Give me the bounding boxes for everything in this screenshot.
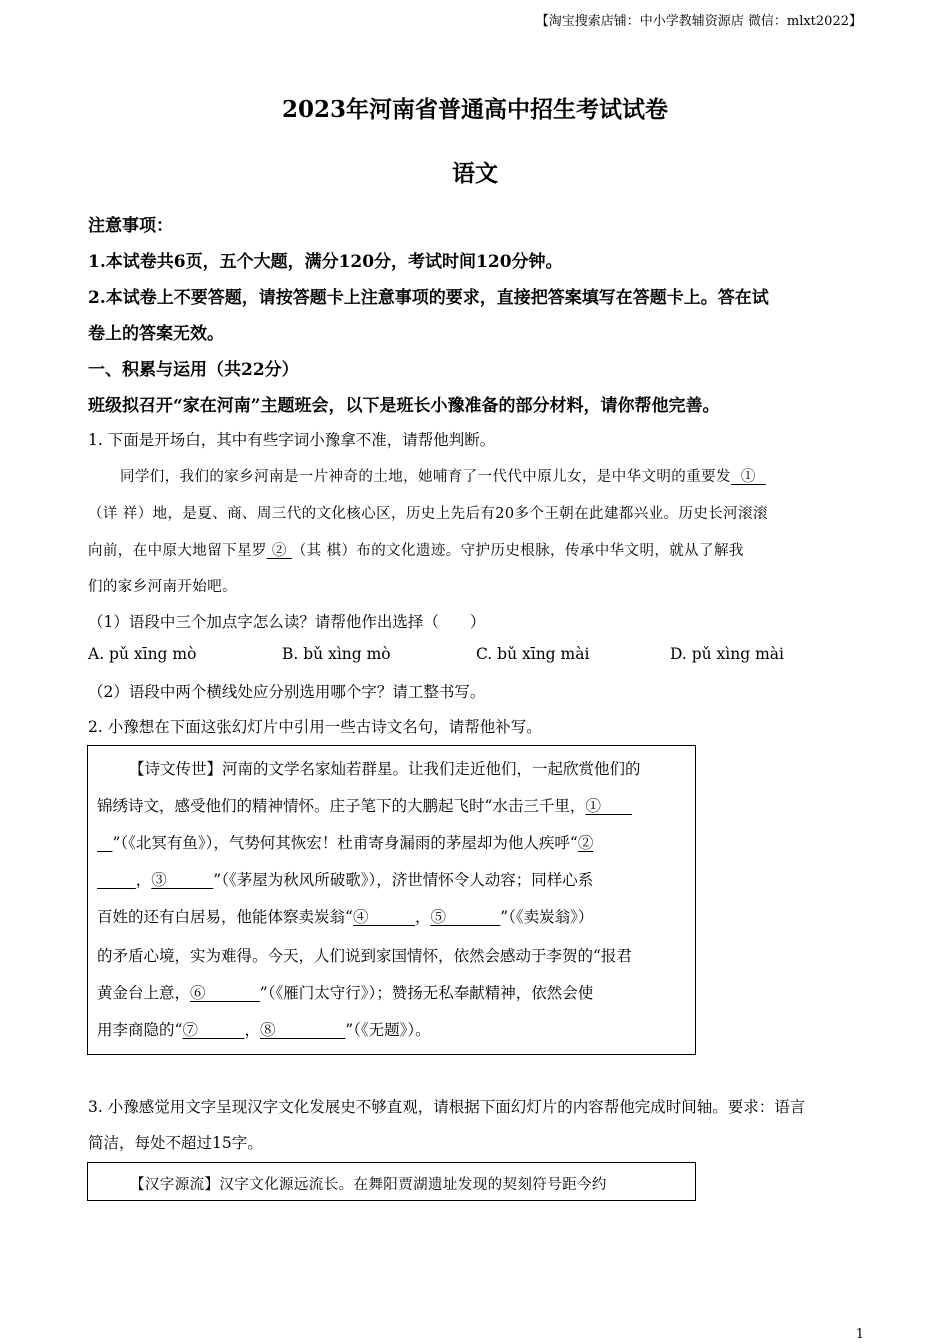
q2-blank-2: ② (577, 834, 594, 852)
q3-stem: 3. 小豫感觉用文字呈现汉字文化发展史不够直观，请根据下面幻灯片的内容帮他完成时间轴。要求：语言 (88, 1098, 806, 1116)
exam-subject: 语文 (452, 160, 498, 187)
q1-option-a: A. pǔ xīng mò (88, 645, 197, 663)
q2-line-6: 的矛盾心境，实为难得。今天，人们说到家国情怀，依然会感动于李贺的“报君 (97, 947, 632, 965)
q2-text: ”（《茅屋为秋风所破歌》），济世情怀令人动容；同样心系 (213, 871, 594, 889)
notice-item-1: 1.本试卷共6页，五个大题，满分120分，考试时间120分钟。 (88, 252, 563, 272)
q2-blank-2-cont: _____ (97, 871, 136, 889)
q2-text: ”（《无题》）。 (345, 1021, 431, 1039)
exam-title: 2023年河南省普通高中招生考试试卷 (281, 96, 668, 123)
q1-blank-2: ② (266, 543, 292, 559)
header-shop-note: 【淘宝搜索店铺：中小学教辅资源店 微信：mlxt2022】 (535, 14, 862, 29)
q1-option-b: B. bǔ xìng mò (282, 645, 391, 663)
q2-line-5 (97, 905, 593, 927)
q1-text: （其 棋）布的文化遗迹。守护历史根脉，传承中华文明，就从了解我 (291, 543, 744, 559)
q1-blank-1: ① (730, 469, 766, 485)
q3-slide-text: 【汉字源流】汉字文化源远流长。在舞阳贾湖遗址发现的契刻符号距今约 (130, 1177, 607, 1193)
q1-paragraph-line2: （详 祥）地，是夏、商、周三代的文化核心区，历史上先后有20多个王朝在此建都兴业。历史长河滚滚 (88, 506, 768, 522)
q1-stem: 1. 下面是开场白，其中有些字词小豫拿不准，请帮他判断。 (88, 431, 496, 449)
q2-blank-8: ⑧_________ (259, 1021, 346, 1039)
q2-line-7 (97, 981, 593, 1003)
q1-paragraph-line4: 们的家乡河南开始吧。 (88, 579, 237, 595)
q2-blank-1-cont: __ (97, 834, 113, 852)
q2-blank-7: ⑦______ (182, 1021, 245, 1039)
q2-line-3 (97, 831, 593, 853)
section1-intro: 班级拟召开“家在河南”主题班会，以下是班长小豫准备的部分材料，请你帮他完善。 (88, 396, 720, 416)
q2-line-4 (97, 868, 593, 890)
q2-text: ， (244, 1021, 260, 1039)
q1-text: 同学们，我们的家乡河南是一片神奇的土地，她哺育了一代代中原儿女，是中华文明的重要发 (120, 469, 731, 485)
q1-sub2: （2）语段中两个横线处应分别选用哪个字？请工整书写。 (88, 683, 486, 701)
q2-line-2 (97, 794, 632, 816)
q1-paragraph-line3 (88, 539, 744, 560)
notice-heading: 注意事项： (88, 216, 173, 236)
q1-text: 向前，在中原大地留下星罗 (88, 543, 267, 559)
q2-stem: 2. 小豫想在下面这张幻灯片中引用一些古诗文名句，请帮他补写。 (88, 718, 542, 736)
q1-paragraph-line1 (120, 465, 766, 486)
q2-blank-3: ③______ (151, 871, 214, 889)
notice-item-2-cont: 卷上的答案无效。 (88, 324, 224, 344)
q2-blank-6: ⑥_______ (190, 984, 260, 1002)
q1-sub1: （1）语段中三个加点字怎么读？请帮他作出选择（ ） (88, 613, 486, 631)
q2-blank-1: ①____ (585, 797, 632, 815)
page-number: 1 (855, 1327, 864, 1342)
q1-option-c: C. bǔ xīng mài (476, 645, 590, 663)
q2-text: 锦绣诗文，感受他们的精神情怀。庄子笔下的大鹏起飞时“水击三千里， (97, 797, 586, 815)
q2-line-8 (97, 1018, 431, 1040)
q2-text: ， (135, 871, 152, 889)
q2-blank-5: ⑤_______ (430, 908, 501, 926)
q2-line-1: 【诗文传世】河南的文学名家灿若群星。让我们走近他们，一起欣赏他们的 (129, 760, 641, 778)
q2-text: 用李商隐的“ (97, 1021, 183, 1039)
q2-slide-box (87, 745, 696, 1055)
q2-text: 百姓的还有白居易，他能体察卖炭翁“ (97, 908, 353, 926)
q2-text: ”（《卖炭翁》） (500, 908, 594, 926)
q3-stem-cont: 简洁，每处不超过15字。 (88, 1134, 263, 1152)
q2-text: ”（《雁门太守行》）；赞扬无私奉献精神，依然会使 (259, 984, 594, 1002)
q1-option-d: D. pǔ xìng mài (670, 645, 784, 663)
q2-text: 黄金台上意， (97, 984, 191, 1002)
section1-heading: 一、积累与运用（共22分） (88, 360, 299, 380)
q2-blank-4: ④______ (352, 908, 415, 926)
q2-text: ”（《北冥有鱼》），气势何其恢宏！杜甫寄身漏雨的茅屋却为他人疾呼“ (112, 834, 578, 852)
notice-item-2: 2.本试卷上不要答题，请按答题卡上注意事项的要求，直接把答案填写在答题卡上。答在试 (88, 288, 769, 308)
q2-text: ， (414, 908, 431, 926)
